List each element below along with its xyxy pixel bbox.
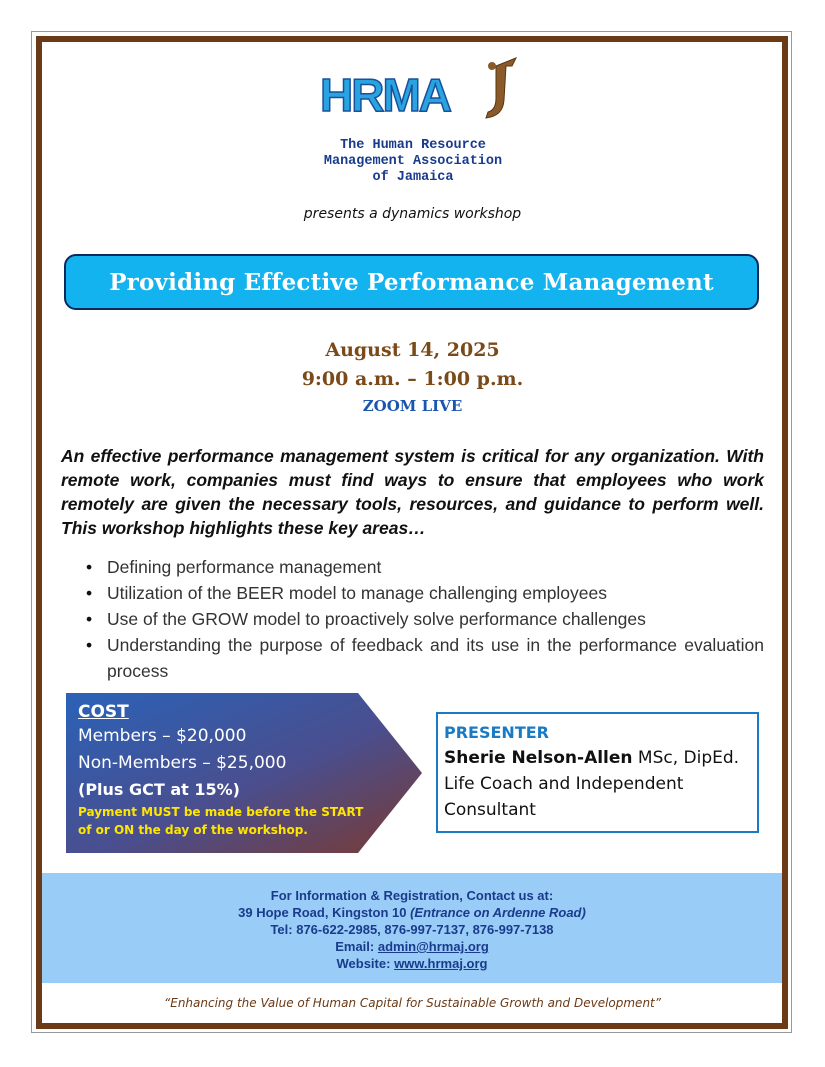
presenter-name: Sherie Nelson-Allen bbox=[444, 748, 633, 768]
contact-footer bbox=[42, 873, 782, 983]
hrmaj-logo bbox=[320, 54, 520, 126]
tagline: “Enhancing the Value of Human Capital for Sustainable Growth and Development” bbox=[164, 996, 661, 1010]
presenter-line bbox=[444, 745, 751, 771]
website-link[interactable]: www.hrmaj.org bbox=[394, 956, 488, 971]
contact-email bbox=[42, 938, 782, 955]
event-venue: ZOOM LIVE bbox=[362, 397, 463, 415]
list-item: • Use of the GROW model to proactively solve performance challenges bbox=[86, 606, 764, 632]
address-note: (Entrance on Ardenne Road) bbox=[410, 905, 586, 920]
gct-note: (Plus GCT at 15%) bbox=[78, 780, 240, 799]
logo-j-icon bbox=[484, 56, 518, 120]
contact-website bbox=[42, 955, 782, 972]
presents-line: presents a dynamics workshop bbox=[303, 206, 522, 222]
contact-address bbox=[42, 904, 782, 921]
logo-wordmark: HRMA bbox=[320, 69, 450, 121]
key-areas-list bbox=[86, 554, 764, 684]
presenter-heading: PRESENTER bbox=[444, 723, 549, 742]
contact-heading: For Information & Registration, Contact us at: bbox=[270, 888, 554, 903]
payment-note-line1: Payment MUST be made before the START bbox=[78, 805, 364, 819]
presenter-box bbox=[436, 712, 759, 833]
members-price: Members – $20,000 bbox=[78, 726, 247, 746]
contact-info bbox=[42, 887, 782, 972]
email-link[interactable]: admin@hrmaj.org bbox=[377, 939, 489, 954]
list-item: • Utilization of the BEER model to manage challenging employees bbox=[86, 580, 764, 606]
website-label: Website: bbox=[336, 956, 395, 971]
organization-name: The Human Resource Management Association of Jamaica bbox=[323, 138, 503, 185]
email-label: Email: bbox=[335, 939, 378, 954]
presenter-credentials: MSc, DipEd. bbox=[632, 748, 740, 768]
cost-details bbox=[78, 701, 378, 839]
event-date: August 14, 2025 bbox=[325, 339, 500, 361]
workshop-title: Providing Effective Performance Management bbox=[109, 268, 714, 296]
cost-panel bbox=[66, 693, 422, 853]
payment-note-line2: of or ON the day of the workshop. bbox=[78, 823, 308, 837]
presenter-role: Life Coach and Independent Consultant bbox=[444, 774, 684, 820]
list-item: • Defining performance management bbox=[86, 554, 764, 580]
non-members-price: Non-Members – $25,000 bbox=[78, 753, 287, 773]
workshop-title-banner bbox=[64, 254, 759, 310]
contact-phone: Tel: 876-622-2985, 876-997-7137, 876-997-7138 bbox=[270, 922, 554, 937]
address-text: 39 Hope Road, Kingston 10 bbox=[238, 905, 411, 920]
list-item: • Understanding the purpose of feedback and its use in the performance evaluation process bbox=[86, 632, 764, 684]
event-time: 9:00 a.m. – 1:00 p.m. bbox=[301, 368, 524, 390]
cost-heading: COST bbox=[78, 702, 129, 722]
intro-paragraph: An effective performance management system is critical for any organization. With remote work, companies must find ways to ensure that employees who work remotely are given the necessary tools, resources, and guidance to perform well. This workshop highlights these key areas… bbox=[61, 446, 764, 538]
